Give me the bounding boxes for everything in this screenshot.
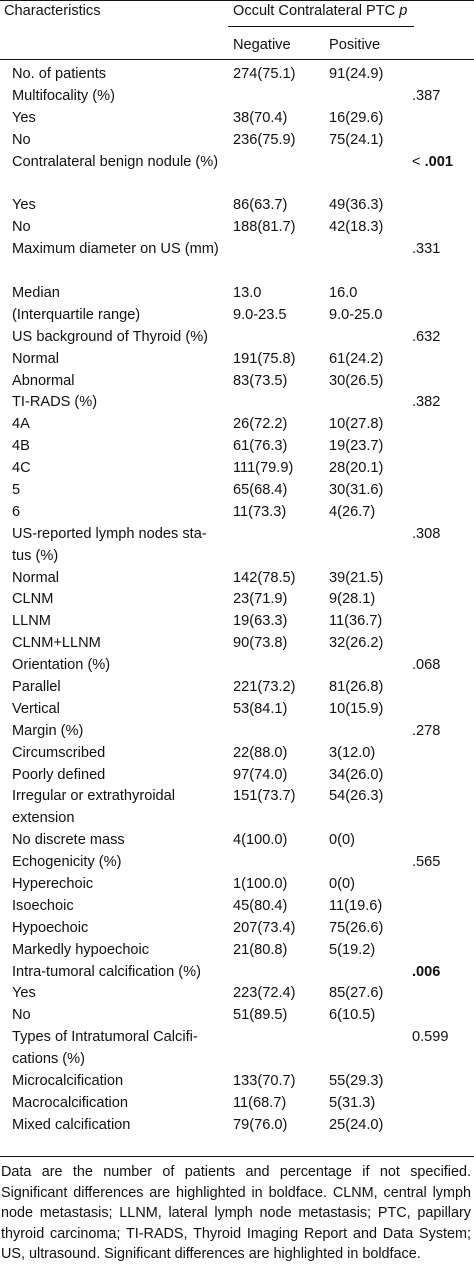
row-label: Abnormal [12, 372, 75, 389]
cell-negative: 4(100.0) [233, 832, 288, 849]
row-label: Parallel [12, 678, 61, 695]
cell-negative: 1(100.0) [233, 876, 288, 893]
cell-negative: 11(68.7) [233, 1094, 287, 1111]
cell-p-value [412, 86, 440, 108]
row-label: Median [12, 284, 60, 301]
table-row [0, 962, 474, 984]
table-body [0, 64, 474, 1137]
cell-positive: 19(23.7) [329, 438, 384, 455]
table-row [0, 852, 474, 874]
cell-negative: 221(73.2) [233, 678, 296, 695]
table-row [0, 874, 474, 896]
p-value: .387 [412, 87, 441, 104]
header-positive: Positive [329, 37, 381, 53]
row-label: Vertical [12, 700, 60, 717]
cell-positive: 28(20.1) [329, 460, 384, 477]
cell-negative: 274(75.1) [233, 66, 296, 82]
row-label: No [12, 219, 31, 236]
cell-negative: 22(88.0) [233, 744, 288, 761]
cell-positive: 4(26.7) [329, 503, 376, 520]
table-row [0, 436, 474, 458]
row-label: Mixed calcification [12, 1116, 131, 1133]
table-row [0, 239, 474, 283]
cell-positive: 91(24.9) [329, 66, 384, 82]
table-row [0, 765, 474, 787]
table-row [0, 940, 474, 962]
cell-positive: 0(0) [329, 832, 355, 849]
table-footnote: Data are the number of patients and percentage if not specified. Significant differences are highlighted in boldface. CLNM, central lymph node metastasis; LLNM, lateral lymph node metastasis; PTC, papillary thyroid carcinoma; TI-RADS, Thyroid Imaging Report and Data System; US, ultrasound. Significant differences are highlighted in boldface. [1, 1164, 471, 1262]
cell-negative: 97(74.0) [233, 766, 288, 783]
cell-positive: 11(19.6) [329, 897, 383, 914]
cell-negative: 133(70.7) [233, 1073, 296, 1090]
row-label: Poorly defined [12, 766, 106, 783]
p-value: .565 [412, 854, 441, 871]
row-label: Circumscribed [12, 744, 106, 761]
p-value: .001 [424, 153, 453, 170]
cell-positive: 75(24.1) [329, 131, 384, 148]
cell-positive: 61(24.2) [329, 350, 384, 367]
cell-p-value [412, 721, 440, 743]
row-label: Multifocality (%) [12, 87, 115, 104]
cell-positive: 9.0-25.0 [329, 306, 383, 323]
p-value: .382 [412, 394, 441, 411]
cell-positive: 10(15.9) [329, 700, 384, 717]
row-label: No. of patients [12, 66, 107, 82]
table-row [0, 1071, 474, 1093]
row-label: TI-RADS (%) [12, 394, 98, 411]
table-row [0, 896, 474, 918]
row-label: Yes [12, 985, 36, 1002]
table-row [0, 371, 474, 393]
cell-positive: 0(0) [329, 876, 355, 893]
cell-positive: 81(26.8) [329, 678, 384, 695]
cell-p-value [412, 655, 440, 677]
row-label: Macrocalcification [12, 1094, 128, 1111]
row-label: Types of Intratumoral Calcifi- cations (%) [12, 1029, 198, 1068]
cell-positive: 3(12.0) [329, 744, 376, 761]
row-label: Yes [12, 109, 36, 126]
cell-negative: 236(75.9) [233, 131, 296, 148]
cell-negative: 111(79.9) [233, 460, 294, 477]
table-row [0, 568, 474, 590]
table-row [0, 152, 474, 196]
cell-negative: 90(73.8) [233, 635, 288, 652]
row-label: Normal [12, 350, 60, 367]
table-row [0, 830, 474, 852]
table-row [0, 327, 474, 349]
cell-negative: 142(78.5) [233, 569, 296, 586]
cell-negative: 11(73.3) [233, 503, 287, 520]
table-row [0, 195, 474, 217]
group-rule [228, 26, 414, 27]
row-label: Hypoechoic [12, 919, 89, 936]
header-group [233, 2, 407, 20]
cell-positive: 42(18.3) [329, 219, 384, 236]
row-label: Hyperechoic [12, 876, 94, 893]
cell-positive: 9(28.1) [329, 591, 376, 608]
table-row [0, 1115, 474, 1137]
cell-positive: 75(26.6) [329, 919, 384, 936]
table-row [0, 655, 474, 677]
cell-positive: 5(31.3) [329, 1094, 376, 1111]
row-label: Markedly hypoechoic [12, 941, 150, 958]
cell-p-value [412, 962, 440, 984]
row-label: Yes [12, 197, 36, 214]
cell-negative: 53(84.1) [233, 700, 288, 717]
row-label: 6 [12, 503, 21, 520]
table-row [0, 743, 474, 765]
header-characteristics: Characteristics [4, 3, 101, 19]
cell-negative: 51(89.5) [233, 1007, 288, 1024]
table-row [0, 349, 474, 371]
p-value: .632 [412, 328, 441, 345]
cell-negative: 61(76.3) [233, 438, 288, 455]
table-row [0, 677, 474, 699]
table-row [0, 918, 474, 940]
cell-negative: 26(72.2) [233, 416, 288, 433]
row-label: (Interquartile range) [12, 306, 141, 323]
p-value: 0.599 [412, 1029, 449, 1046]
p-value: .068 [412, 657, 441, 674]
top-rule [0, 0, 474, 1]
cell-positive: 30(26.5) [329, 372, 384, 389]
cell-p-value [412, 852, 440, 874]
bottom-rule [0, 1156, 474, 1157]
row-label: Echogenicity (%) [12, 854, 122, 871]
cell-positive: 25(24.0) [329, 1116, 384, 1133]
row-label: US-reported lymph nodes sta- tus (%) [12, 525, 207, 564]
header-negative: Negative [233, 37, 291, 53]
cell-p-value [412, 239, 440, 261]
table-row [0, 786, 474, 830]
cell-positive: 10(27.8) [329, 416, 384, 433]
cell-positive: 55(29.3) [329, 1073, 384, 1090]
table-row [0, 502, 474, 524]
cell-negative: 65(68.4) [233, 481, 288, 498]
cell-negative: 191(75.8) [233, 350, 296, 367]
cell-positive: 39(21.5) [329, 569, 384, 586]
header-rule [0, 59, 474, 60]
row-label: Contralateral benign nodule (%) [12, 153, 219, 170]
row-label: LLNM [12, 613, 51, 630]
cell-p-value [412, 327, 440, 349]
table-row [0, 480, 474, 502]
cell-negative: 21(80.8) [233, 941, 288, 958]
cell-negative: 9.0-23.5 [233, 306, 287, 323]
row-label: CLNM+LLNM [12, 635, 101, 652]
table-row [0, 1005, 474, 1027]
p-value: .006 [412, 963, 441, 980]
p-value: .331 [412, 241, 441, 258]
row-label: 4C [12, 460, 31, 477]
cell-negative: 86(63.7) [233, 197, 288, 214]
cell-positive: 5(19.2) [329, 941, 376, 958]
row-label: Intra-tumoral calcification (%) [12, 963, 201, 980]
row-label: CLNM [12, 591, 54, 608]
table-row [0, 699, 474, 721]
cell-p-value [412, 152, 453, 174]
row-label: Isoechoic [12, 897, 74, 914]
header-group-label: Occult Contralateral PTC [233, 3, 396, 19]
table-row [0, 283, 474, 305]
cell-positive: 16.0 [329, 284, 358, 301]
table-row [0, 633, 474, 655]
cell-negative: 207(73.4) [233, 919, 296, 936]
cell-negative: 45(80.4) [233, 897, 288, 914]
cell-positive: 11(36.7) [329, 613, 383, 630]
cell-negative: 79(76.0) [233, 1116, 288, 1133]
cell-negative: 151(73.7) [233, 788, 296, 805]
table-row [0, 108, 474, 130]
row-label: Maximum diameter on US (mm) [12, 241, 219, 258]
table-row [0, 414, 474, 436]
table-row [0, 64, 474, 86]
cell-positive: 6(10.5) [329, 1007, 376, 1024]
p-value: .278 [412, 722, 441, 739]
table-row [0, 611, 474, 633]
row-label: No [12, 131, 31, 148]
row-label: 4A [12, 416, 30, 433]
table-row [0, 1093, 474, 1115]
table-row [0, 983, 474, 1005]
cell-negative: 188(81.7) [233, 219, 296, 236]
row-label: No discrete mass [12, 832, 125, 849]
cell-negative: 38(70.4) [233, 109, 288, 126]
cell-p-value [412, 1027, 449, 1049]
table-row [0, 86, 474, 108]
cell-negative: 13.0 [233, 284, 262, 301]
table-row [0, 305, 474, 327]
cell-positive: 16(29.6) [329, 109, 384, 126]
row-label: 5 [12, 481, 21, 498]
cell-positive: 54(26.3) [329, 788, 384, 805]
cell-negative: 223(72.4) [233, 985, 296, 1002]
table-row [0, 1027, 474, 1071]
row-label: No [12, 1007, 31, 1024]
table-row [0, 524, 474, 568]
cell-positive: 85(27.6) [329, 985, 384, 1002]
cell-p-value [412, 392, 440, 414]
cell-positive: 30(31.6) [329, 481, 384, 498]
table-row [0, 589, 474, 611]
cell-negative: 83(73.5) [233, 372, 288, 389]
table-row [0, 217, 474, 239]
cell-negative: 23(71.9) [233, 591, 288, 608]
row-label: Orientation (%) [12, 657, 111, 674]
p-prefix: < [412, 153, 425, 170]
row-label: Margin (%) [12, 722, 84, 739]
p-value: .308 [412, 525, 441, 542]
row-label: Microcalcification [12, 1073, 124, 1090]
table-row [0, 721, 474, 743]
table-row [0, 392, 474, 414]
cell-positive: 32(26.2) [329, 635, 384, 652]
cell-positive: 34(26.0) [329, 766, 384, 783]
table-row [0, 458, 474, 480]
table-row [0, 130, 474, 152]
row-label: Irregular or extrathyroidal extension [12, 788, 176, 827]
row-label: 4B [12, 438, 30, 455]
cell-negative: 19(63.3) [233, 613, 288, 630]
row-label: US background of Thyroid (%) [12, 328, 209, 345]
row-label: Normal [12, 569, 60, 586]
header-p-value: p [399, 3, 408, 19]
cell-p-value [412, 524, 440, 546]
cell-positive: 49(36.3) [329, 197, 384, 214]
